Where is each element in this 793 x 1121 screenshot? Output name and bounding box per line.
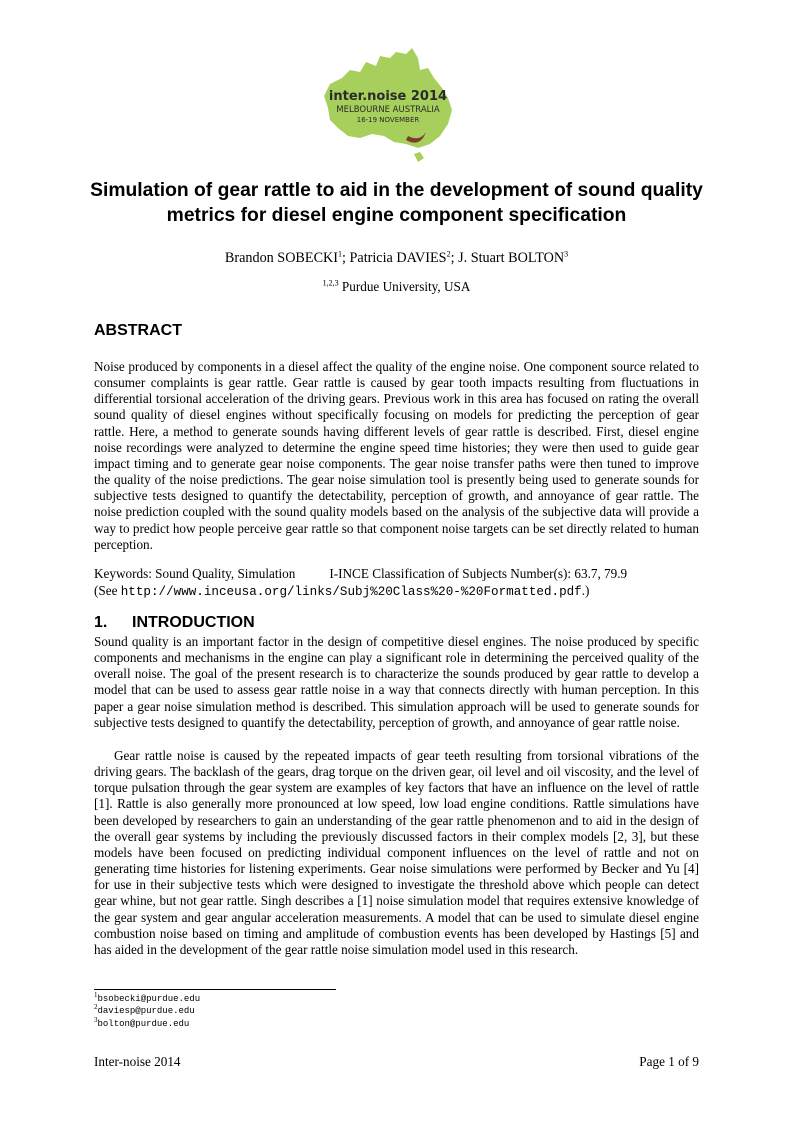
abstract-heading: ABSTRACT — [94, 322, 182, 339]
footnote-mark: 3 — [94, 1015, 98, 1024]
footnote-mark: 1 — [94, 991, 98, 999]
footnote-email: daviesp@purdue.edu — [97, 1006, 195, 1017]
author-name: J. Stuart BOLTON — [458, 250, 565, 266]
see-prefix: (See — [94, 582, 121, 598]
affiliation-text: Purdue University, USA — [341, 279, 471, 294]
footnote-mark: 2 — [94, 1003, 98, 1012]
footnote-email: bsobecki@purdue.edu — [97, 994, 201, 1004]
author-separator: ; — [342, 250, 350, 266]
logo-dates: 16-19 NOVEMBER — [356, 116, 420, 124]
keywords: Keywords: Sound Quality, Simulation — [94, 566, 296, 581]
paper-title: Simulation of gear rattle to aid in the development of sound quality metrics for diesel engine component specification — [90, 180, 703, 226]
footer-conference: Inter-noise 2014 — [94, 1054, 181, 1069]
intro-paragraph-2: Gear rattle noise is caused by the repeated impacts of gear teeth resulting from torsional vibrations of the driving gears. The backlash of the gears, drag torque on the driven gear, oil level and oil viscosity, and the level of torque pulsation through the gear system are examples of key factors that have an influence on the level of rattle [1]. Rattle is also generally more pronounced at low speed, low load engine conditions. Rattle simulations have been developed by researchers to gain an understanding of the gear rattle phenomenon and to aid in the design of the overall gear systems by including the previously discussed factors in their complex models [2, 3], but these models have been focused on predicting individual component influences on the level of rattle and not on generating time histories for listening experiments. Gear noise simulations were performed by Becker and Yu [4] for use in their subjective tests which were designed to investigate the threshold above which people can detect gear whine, but not gear rattle. Singh describes a [1] noise simulation model that requires extensive knowledge of the gear system and gear angular acceleration measurements. A model that can be used to simulate diesel engine combustion noise based on timing and amplitude of combustion events has been developed by Hastings [5] and has aided in the development of the gear rattle noise simulation model used in this research. — [94, 748, 699, 957]
author-mark: 1 — [338, 249, 342, 259]
author-name: Patricia DAVIES — [349, 250, 447, 266]
see-suffix: .) — [581, 582, 590, 598]
conference-logo — [320, 44, 456, 166]
intro-paragraph-1: Sound quality is an important factor in the design of competitive diesel engines. The noise produced by specific components and mechanisms in the engine can play a significant role in determining the perceived quality of the overall noise. The goal of the present research is to characterize the sounds produced by gear rattle to develop a model that can be used to assess gear rattle noise in a way that connects directly with human perception. In this paper a gear noise simulation method is described. This simulation approach will be used to generate sounds for subjective tests designed to quantify the detectability, perception of growth, and annoyance of gear rattle noise. — [94, 634, 699, 730]
footnote-rule — [94, 989, 336, 990]
author-name: Brandon SOBECKI — [224, 250, 338, 266]
abstract-text: Noise produced by components in a diesel affect the quality of the engine noise. One component source related to consumer complaints is gear rattle. Gear rattle is caused by gear tooth impacts resulting from fluctuations in differential torsional acceleration of the driving gears. Previous work in this area has focused on rating the overall sound quality of diesel engines without specifically focusing on models for predicting the perception of gear rattle. Here, a method to generate sounds having different levels of gear rattle is described. First, diesel engine noise recordings were analyzed to determine the engine speed time histories; they were then used to guide gear impact timing and to generate gear noise components. The gear noise transfer paths were then tuned to improve the quality of the noise predictions. The gear noise simulation tool is presently being used to generate sounds for subjective tests designed to quantify the detectability, perception of growth, and annoyance of gear rattle. The noise prediction coupled with the sound quality models based on the analysis of the subjective data will provide a way to predict how people perceive gear rattle so that component noise targets can be set directly related to human perception. — [94, 359, 699, 552]
classification: I-INCE Classification of Subjects Number(s): 63.7, 79.9 — [329, 566, 628, 581]
affiliation — [0, 279, 793, 295]
footnote-item — [94, 1015, 200, 1030]
section-number: 1. — [94, 614, 108, 631]
author-list — [0, 250, 793, 267]
footnote-item — [94, 1005, 200, 1017]
affiliation-marks: 1,2,3 — [322, 278, 339, 288]
author-mark: 3 — [564, 249, 569, 259]
logo-location: MELBOURNE AUSTRALIA — [336, 105, 440, 115]
logo-title: inter.noise 2014 — [328, 89, 448, 104]
footer-page-number: Page 1 of 9 — [639, 1054, 699, 1069]
section-heading-introduction — [94, 614, 255, 632]
footnotes — [94, 993, 200, 1030]
footnote-email: bolton@purdue.edu — [97, 1018, 190, 1029]
keywords-block — [94, 566, 627, 600]
classification-link[interactable]: http://www.inceusa.org/links/Subj%20Class%20-%20Formatted.pdf — [120, 584, 582, 599]
author-separator: ; — [450, 250, 459, 266]
section-title: INTRODUCTION — [132, 614, 255, 631]
author-mark: 2 — [446, 249, 451, 259]
footnote-item — [94, 993, 200, 1005]
